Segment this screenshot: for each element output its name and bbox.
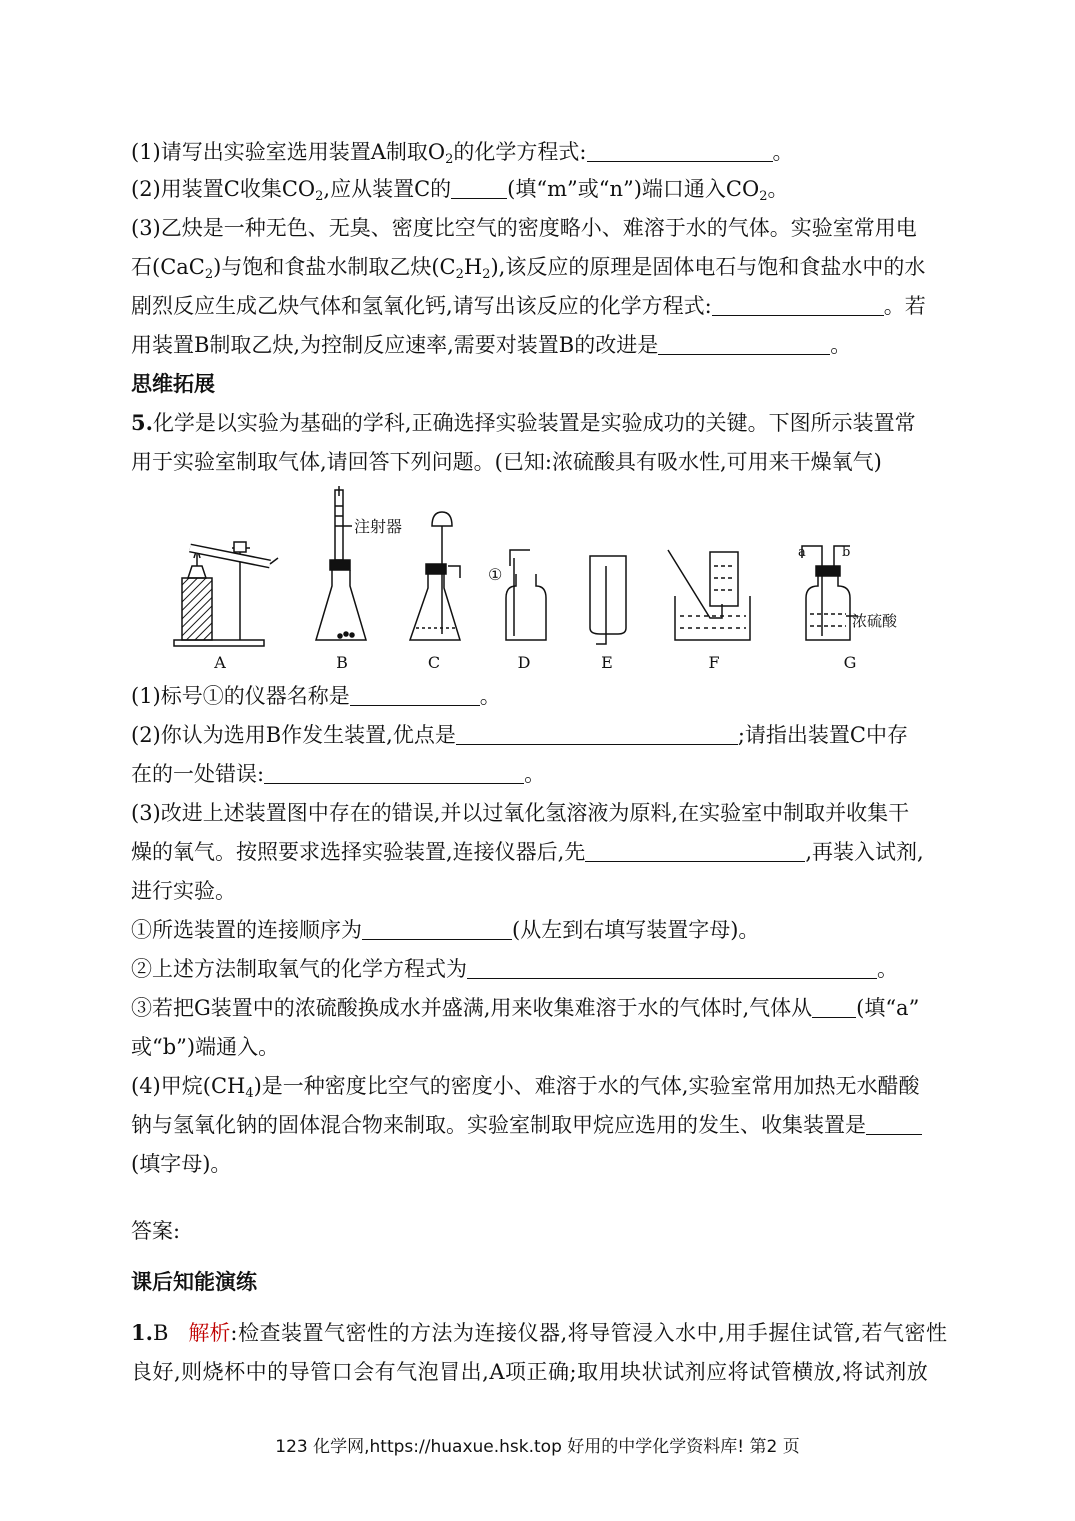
q5-sub1: (1)标号①的仪器名称是 。 [131,684,501,708]
q5-sub3-line2: 燥的氧气。按照要求选择实验装置,连接仪器后,先 ,再装入试剂, [131,840,924,864]
port-a-label: a [798,545,806,560]
q5-sub2-line2: 在的一处错误: 。 [131,762,546,786]
label-d: D [517,653,531,672]
answer-blank[interactable] [264,761,524,784]
answer1-line2: 良好,则烧杯中的导管口会有气泡冒出,A项正确;取用块状试剂应将试管横放,将试剂放 [131,1360,929,1384]
label-b: B [336,653,348,672]
answer-blank[interactable] [866,1112,922,1135]
jiexi-label: 解析 [188,1321,231,1345]
answer-blank[interactable] [812,995,856,1018]
q5-sub3-item3-line2: 或“b”)端通入。 [131,1035,280,1059]
q4-part3-line1: (3)乙炔是一种无色、无臭、密度比空气的密度略小、难溶于水的气体。实验室常用电 [131,216,917,240]
q5-sub3-line3: 进行实验。 [131,879,236,903]
q4-part3-line2: 石(CaC$_2$)与饱和食盐水制取乙炔$(C_2H_2)$,该反应的原理是固体电石与饱和食盐水中的水 [131,255,926,282]
syringe-label: 注射器 [354,517,403,536]
apparatus-d [506,550,546,640]
q5-sub4-line3: (填字母)。 [131,1152,232,1176]
answer-blank[interactable] [451,176,507,199]
q5-sub3-item2: ②上述方法制取氧气的化学方程式为 。 [131,957,898,981]
answer-section-title: 课后知能演练 [131,1269,257,1294]
answer-blank[interactable] [350,683,480,706]
answer-blank[interactable] [587,139,773,162]
q5-sub3-line1: (3)改进上述装置图中存在的错误,并以过氧化氢溶液为原料,在实验室中制取并收集干 [131,801,910,825]
q5-sub4-line2: 钠与氢氧化钠的固体混合物来制取。实验室制取甲烷应选用的发生、收集装置是 [131,1110,945,1140]
q4-part2: (2)用装置C收集$CO_2$,应从装置C的 (填“m”或“n”)端口通入$CO_2$。 [131,177,789,204]
q5-sub4-line1: (4)甲烷$(CH_4)$是一种密度比空气的密度小、难溶于水的气体,实验室常用加热无水醋酸 [131,1074,920,1101]
answer-label: 答案: [131,1219,181,1243]
apparatus-figure [170,486,910,676]
port-b-label: b [842,545,851,560]
section-title: 思维拓展 [131,371,215,396]
answer1-line1: 1.B 解析:检查装置气密性的方法为连接仪器,将导管浸入水中,用手握住试管,若气密性 [131,1320,948,1345]
q4-part1: (1)请写出实验室选用装置A制取$O_2$的化学方程式: 。 [131,140,794,167]
acid-label: 浓硫酸 [852,612,898,630]
label-g: G [843,653,857,672]
apparatus-a [174,542,278,646]
marker-1: ① [488,565,503,584]
q5-intro-line1: 5.化学是以实验为基础的学科,正确选择实验装置是实验成功的关键。下图所示装置常 [131,410,916,435]
apparatus-e [590,556,626,644]
answer-blank[interactable] [362,917,512,940]
answer-blank[interactable] [585,839,805,862]
label-e: E [601,653,613,672]
q5-intro-line2: 用于实验室制取气体,请回答下列问题。(已知:浓硫酸具有吸水性,可用来干燥氧气) [131,450,882,474]
answer-blank[interactable] [467,956,877,979]
q4-part3-line4: 用装置B制取乙炔,为控制反应速率,需要对装置B的改进是 。 [131,333,852,357]
answer-blank[interactable] [658,332,830,355]
q4-part3-line3: 剧烈反应生成乙炔气体和氢氧化钙,请写出该反应的化学方程式: 。若 [131,294,926,318]
q5-sub3-item3-line1: ③若把G装置中的浓硫酸换成水并盛满,用来收集难溶于水的气体时,气体从 (填“a” [131,996,920,1020]
page-footer: 123 化学网,https://huaxue.hsk.top 好用的中学化学资料库! 第2 页 [275,1437,800,1457]
apparatus-b [316,486,366,640]
label-a: A [214,653,226,672]
apparatus-f [668,550,750,640]
q5-sub2-line1: (2)你认为选用B作发生装置,优点是 ;请指出装置C中存 [131,723,909,747]
answer-blank[interactable] [456,722,738,745]
label-f: F [708,653,720,672]
label-c: C [427,653,441,672]
answer-blank[interactable] [712,293,884,316]
q5-sub3-item1: ①所选装置的连接顺序为 (从左到右填写装置字母)。 [131,918,760,942]
apparatus-g [802,546,858,640]
apparatus-c [410,512,460,640]
